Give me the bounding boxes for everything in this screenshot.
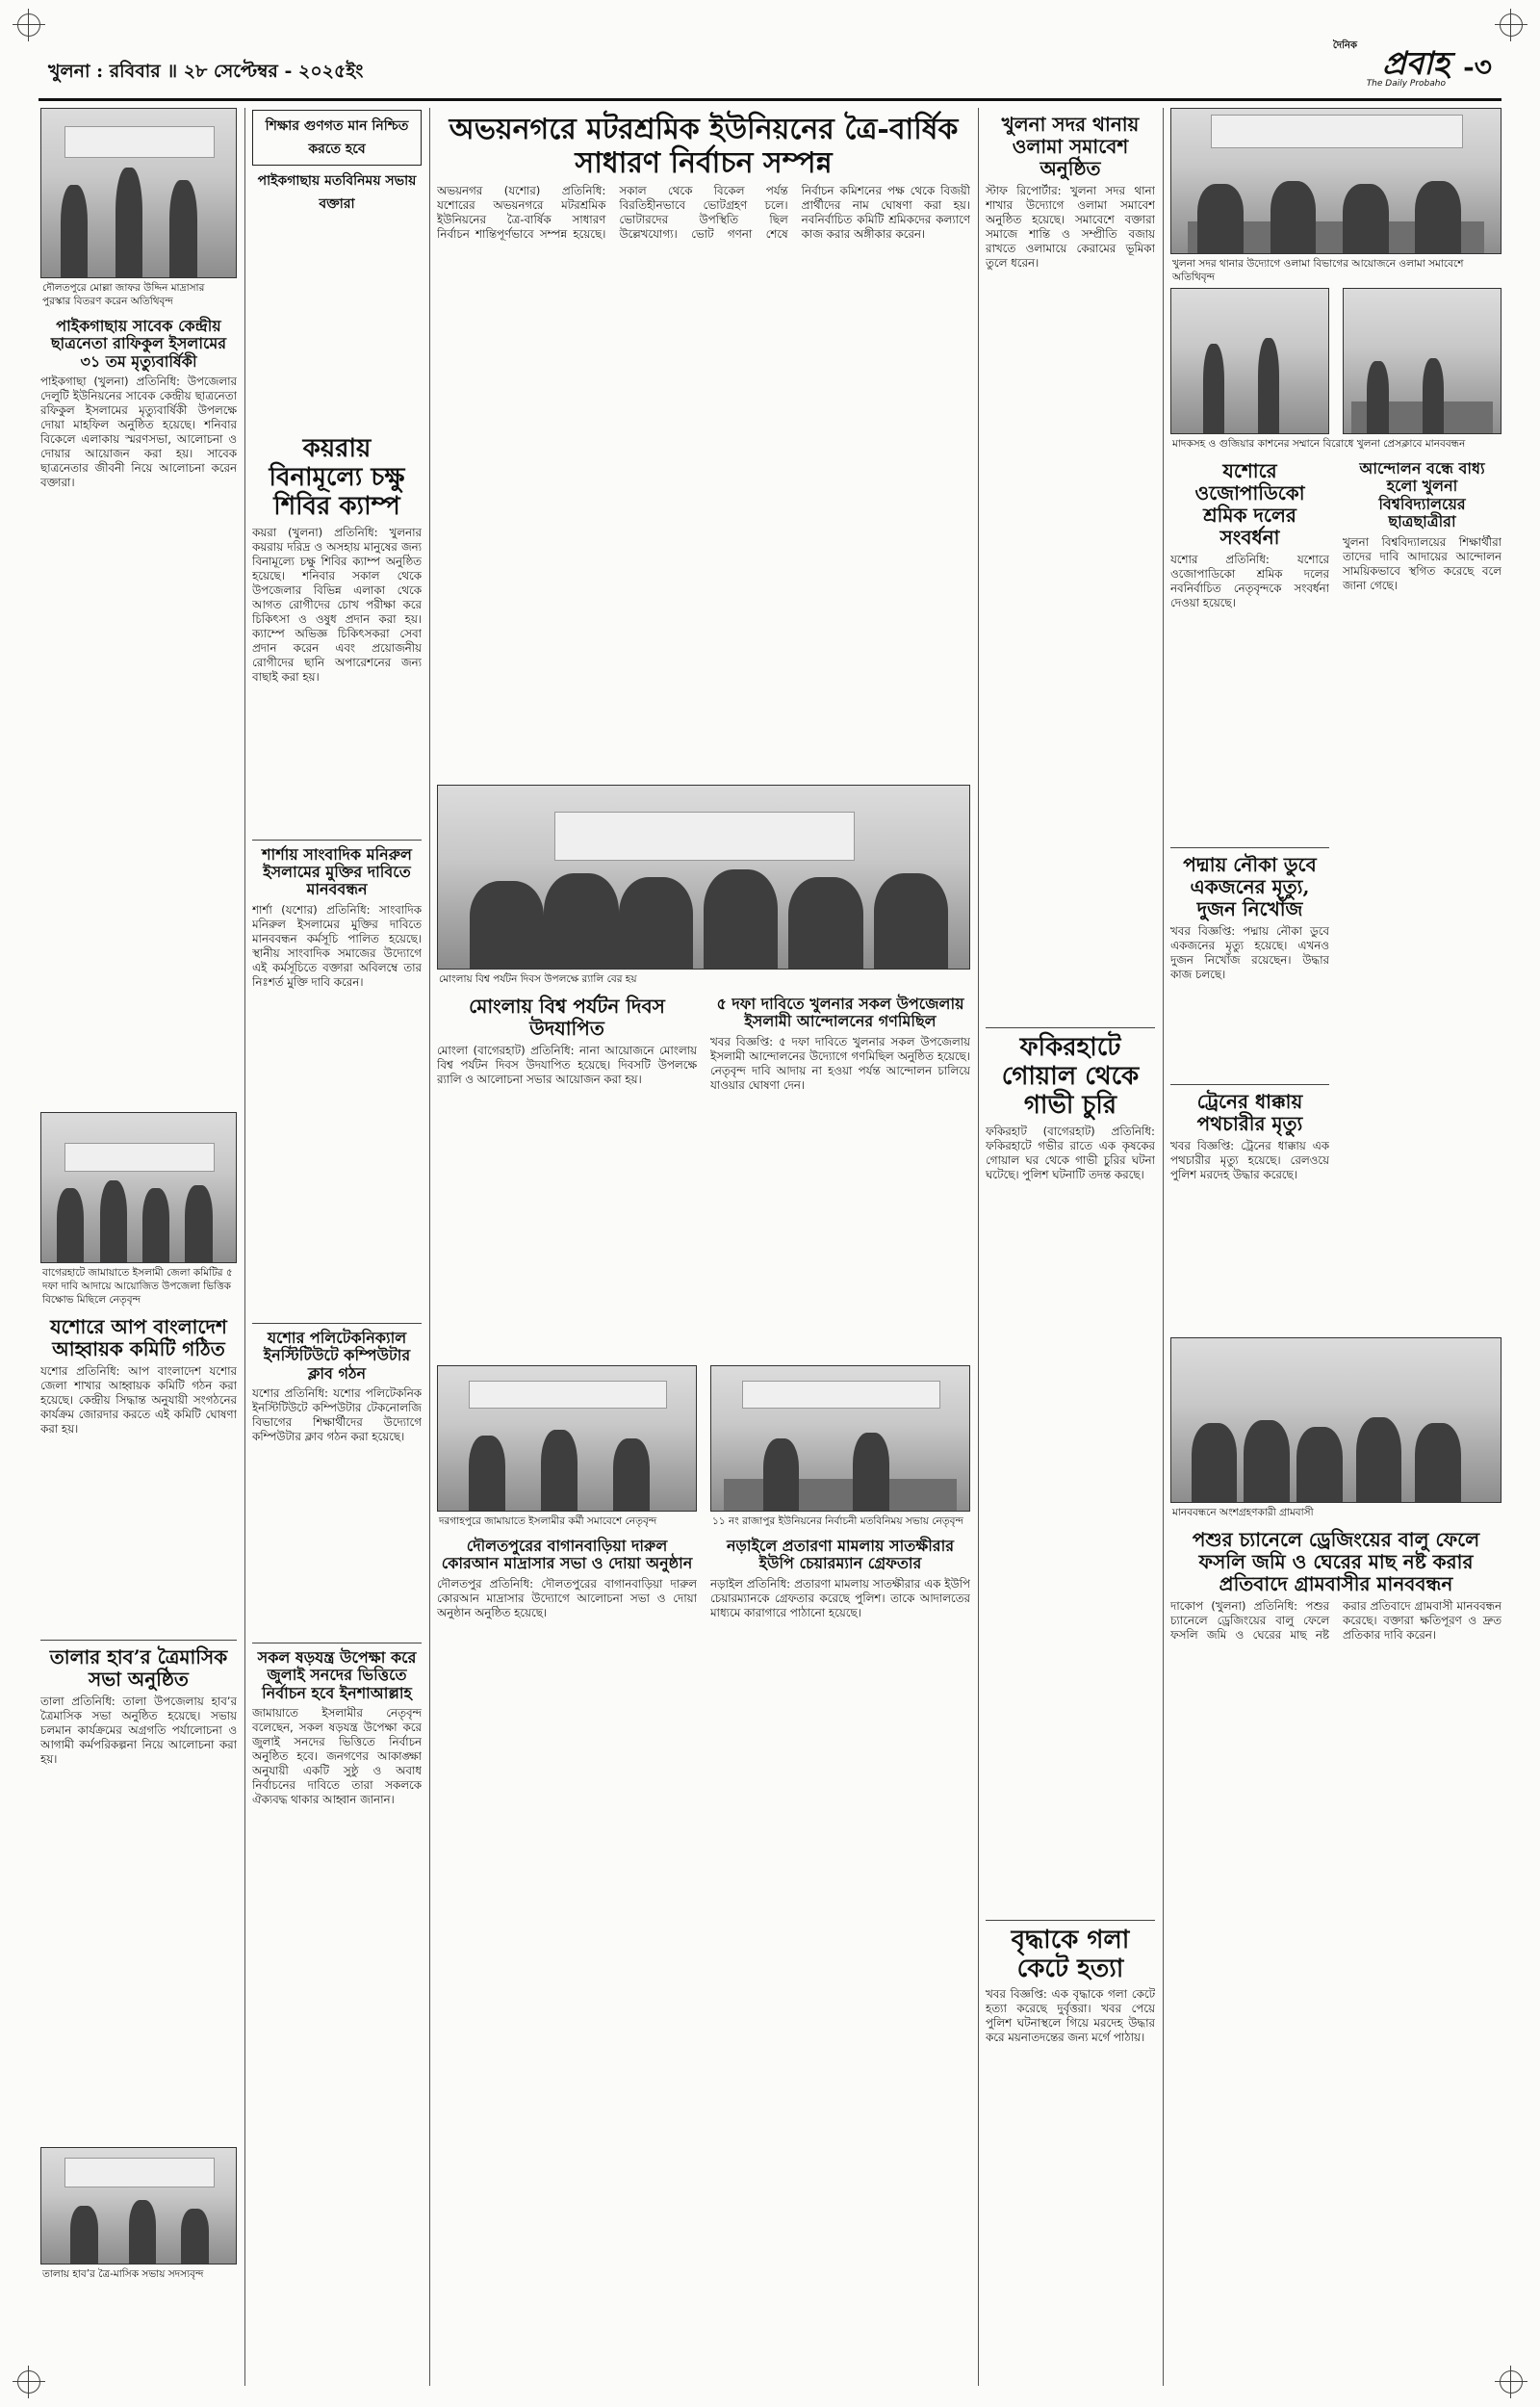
column-2-top <box>252 108 422 426</box>
column-2 <box>252 108 422 2388</box>
sub-headline: পাইকগাছায় মতবিনিময় সভায় বক্তারা <box>257 173 417 212</box>
photo-caption: তালায় হাব’র ত্রৈ-মাসিক সভায় সদস্যবৃন্দ <box>42 2268 204 2281</box>
photo-caption: মোংলায় বিশ্ব পর্যটন দিবস উপলক্ষে র‌্যালি বের হয় <box>439 973 637 985</box>
article-body: খবর বিজ্ঞপ্তি: ৫ দফা দাবিতে খুলনার সকল উপজেলায় ইসলামী আন্দোলনের উদ্যোগে গণমিছিল অনুষ্ঠিত হয়েছে। নেতৃবৃন্দ দাবি আদায় না হওয়া পর্যন্ত আন্দোলন চালিয়ে যাওয়ার ঘোষণা দেন। <box>710 1034 970 1092</box>
article-body: দৌলতপুর প্রতিনিধি: দৌলতপুরের বাগানবাড়িয়া দারুল কোরআন মাদ্রাসার উদ্যোগে আলোচনা সভা ও দোয়া অনুষ্ঠান অনুষ্ঠিত হয়েছে। <box>437 1576 697 1619</box>
article-body: দাকোপ (খুলনা) প্রতিনিধি: পশুর চ্যানেলে ড্রেজিংয়ের বালু ফেলে ফসলি জমি ও ঘেরের মাছ নষ্ট করার প্রতিবাদে গ্রামবাসী মানববন্ধন করেছে। বক্তারা ক্ষতিপূরণ ও দ্রুত প্রতিকার দাবি করেন। <box>1170 1599 1502 1642</box>
headline: যশোরে ওজোপাডিকো শ্রমিক দলের সংবর্ধনা <box>1194 459 1305 549</box>
brand-subtitle: The Daily Probaho <box>1366 79 1446 89</box>
headline: দৌলতপুরের বাগানবাড়িয়া দারুল কোরআন মাদ্রাসার সভা ও দোয়া অনুষ্ঠান <box>441 1537 693 1573</box>
article-body: যশোর প্রতিনিধি: যশোর পলিটেকনিক ইনস্টিটিউটে কম্পিউটার টেকনোলজি বিভাগের শিক্ষার্থীদের উদ্যোগে কম্পিউটার ক্লাব গঠন করা হয়েছে। <box>252 1386 422 1444</box>
brand-prefix: দৈনিক <box>1332 40 1357 51</box>
article-body: নড়াইল প্রতিনিধি: প্রতারণা মামলায় সাতক্ষীরার এক ইউপি চেয়ারম্যানকে গ্রেফতার করেছে পুলিশ। তাকে আদালতের মাধ্যমে কারাগারে পাঠানো হয়েছে। <box>710 1576 970 1619</box>
column-1 <box>40 108 237 2388</box>
article-body: যশোর প্রতিনিধি: আপ বাংলাদেশ যশোর জেলা শাখার আহ্বায়ক কমিটি গঠন করা হয়েছে। কেন্দ্রীয় সিদ্ধান্ত অনুযায়ী সংগঠনের কার্যক্রম জোরদার করতে এই কমিটি ঘোষণা করা হয়। <box>40 1364 237 1436</box>
photo-caption: ১১ নং রাজাপুর ইউনিয়নের নির্বাচনী মতবিনিময় সভায় নেতৃবৃন্দ <box>712 1515 963 1527</box>
headline: মোংলায় বিশ্ব পর্যটন দিবস উদযাপিত <box>469 995 665 1040</box>
column-rule <box>1163 108 1164 2386</box>
headline: পাইকগাছায় সাবেক কেন্দ্রীয় ছাত্রনেতা রাফিকুল ইসলামের ৩১ তম মৃত্যুবার্ষিকী <box>50 317 227 371</box>
registration-mark-top-left <box>17 13 40 37</box>
news-photo <box>1170 1337 1502 1503</box>
news-photo <box>1170 108 1502 254</box>
news-photo <box>40 1112 237 1263</box>
news-photo <box>1343 288 1502 434</box>
news-photo <box>710 1365 970 1512</box>
news-photo <box>437 785 970 970</box>
news-photo <box>40 2147 237 2265</box>
article-body: যশোর প্রতিনিধি: যশোরে ওজোপাডিকো শ্রমিক দলের নবনির্বাচিত নেতৃবৃন্দকে সংবর্ধনা দেওয়া হয়েছে। <box>1170 553 1329 609</box>
headline: পশুর চ্যানেলে ড্রেজিংয়ের বালু ফেলে ফসলি জমি ও ঘেরের মাছ নষ্ট করার প্রতিবাদে গ্রামবাসীর মানববন্ধন <box>1192 1528 1480 1595</box>
page-number: -৩ <box>1463 51 1492 83</box>
header-rule <box>38 98 1502 101</box>
headline: আন্দোলন বন্ধে বাধ্য হলো খুলনা বিশ্ববিদ্যালয়ের ছাত্রছাত্রীরা <box>1359 459 1485 531</box>
headline: ফকিরহাটে গোয়াল থেকে গাভী চুরি <box>1001 1033 1140 1120</box>
photo-caption: খুলনা সদর থানার উদ্যোগে ওলামা বিভাগের আয়োজনে ওলামা সমাবেশে অতিথিবৃন্দ <box>1172 258 1464 283</box>
photo-caption: দৌলতপুরে মোল্লা জাফর উদ্দিন মাদ্রাসার পুরস্কার বিতরণ করেন অতিথিবৃন্দ <box>42 282 205 307</box>
registration-mark-bottom-left <box>17 2370 40 2394</box>
main-article-body: অভয়নগর (যশোর) প্রতিনিধি: যশোরের অভয়নগরে মটরশ্রমিক ইউনিয়নের ত্রৈ-বার্ষিক সাধারণ নির্বাচন শান্তিপূর্ণভাবে সম্পন্ন হয়েছে। সকাল থেকে বিকেল পর্যন্ত বিরতিহীনভাবে ভোটগ্রহণ চলে। ভোটারদের উপস্থিতি ছিল উল্লেখযোগ্য। ভোট গণনা শেষে নির্বাচন কমিশনের পক্ষ থেকে বিজয়ী প্রার্থীদের নাম ঘোষণা করা হয়। নবনির্বাচিত কমিটি শ্রমিকদের কল্যাণে কাজ করার অঙ্গীকার করেন। <box>437 184 970 241</box>
article-body: স্টাফ রিপোর্টার: খুলনা সদর থানা শাখার উদ্যোগে ওলামা সমাবেশ অনুষ্ঠিত হয়েছে। সমাবেশে বক্তারা সমাজে শান্তি ও সম্প্রীতি বজায় রাখতে ওলামায়ে কেরামের ভূমিকা তুলে ধরেন। <box>986 184 1155 270</box>
article-body: খবর বিজ্ঞপ্তি: পদ্মায় নৌকা ডুবে একজনের মৃত্যু হয়েছে। এখনও দুজন নিখোঁজ রয়েছেন। উদ্ধার কাজ চলছে। <box>1170 924 1329 981</box>
article-body: কয়রা (খুলনা) প্রতিনিধি: খুলনার কয়রায় দরিদ্র ও অসহায় মানুষের জন্য বিনামূল্যে চক্ষু শিবির ক্যাম্প অনুষ্ঠিত হয়েছে। শনিবার সকাল থেকে উপজেলার বিভিন্ন এলাকা থেকে আগত রোগীদের চোখ পরীক্ষা করে চিকিৎসা ও ওষুধ প্রদান করা হয়। ক্যাম্পে অভিজ্ঞ চিকিৎসকরা সেবা প্রদান করেন এবং প্রয়োজনীয় রোগীদের ছানি অপারেশনের জন্য বাছাই করা হয়। <box>252 525 422 684</box>
article-body: খবর বিজ্ঞপ্তি: এক বৃদ্ধাকে গলা কেটে হত্যা করেছে দুর্বৃত্তরা। খবর পেয়ে পুলিশ ঘটনাস্থলে গিয়ে মরদেহ উদ্ধার করে ময়নাতদন্তের জন্য মর্গে পাঠায়। <box>986 1987 1155 2045</box>
headline: পদ্মায় নৌকা ডুবে একজনের মৃত্যু, দুজন নিখোঁজ <box>1183 853 1317 920</box>
headline: কয়রায় বিনামূল্যে চক্ষু শিবির ক্যাম্প <box>269 434 405 521</box>
column-6-7 <box>1170 108 1502 2388</box>
headline: যশোর পলিটেকনিক্যাল ইনস্টিটিউটে কম্পিউটার ক্লাব গঠন <box>263 1328 411 1383</box>
headline: তালার হাব’র ত্রৈমাসিক সভা অনুষ্ঠিত <box>49 1645 228 1692</box>
registration-mark-bottom-right <box>1500 2370 1523 2394</box>
brand-logo: প্রবাহ <box>1382 44 1450 82</box>
column-3-4 <box>437 108 970 2388</box>
article-body: খুলনা বিশ্ববিদ্যালয়ের শিক্ষার্থীরা তাদের দাবি আদায়ের আন্দোলন সাময়িকভাবে স্থগিত করেছে বলে জানা গেছে। <box>1343 534 1502 592</box>
article-body: মোংলা (বাগেরহাট) প্রতিনিধি: নানা আয়োজনে মোংলায় বিশ্ব পর্যটন দিবস উদযাপিত হয়েছে। দিবসটি উপলক্ষে র‌্যালি ও আলোচনা সভার আয়োজন করা হয়। <box>437 1044 697 1086</box>
headline: নড়াইলে প্রতারণা মামলায় সাতক্ষীরার ইউপি চেয়ারম্যান গ্রেফতার <box>726 1537 955 1573</box>
headline: যশোরে আপ বাংলাদেশ আহ্বায়ক কমিটি গঠিত <box>50 1315 227 1361</box>
news-photo <box>40 108 237 278</box>
headline: শার্শায় সাংবাদিক মনিরুল ইসলামের মুক্তির দাবিতে মানববন্ধন <box>262 844 412 899</box>
column-rule <box>429 108 430 2386</box>
article-body: তালা প্রতিনিধি: তালা উপজেলায় হাব’র ত্রৈমাসিক সভা অনুষ্ঠিত হয়েছে। সভায় চলমান কার্যক্রমের অগ্রগতি পর্যালোচনা ও আগামী কর্মপরিকল্পনা নিয়ে আলোচনা করা হয়। <box>40 1695 237 1767</box>
dateline: খুলনা : রবিবার ॥ ২৮ সেপ্টেম্বর - ২০২৫ইং <box>48 61 364 82</box>
photo-caption: দরগাহপুরে জামায়াতে ইসলামীর কর্মী সমাবেশে নেতৃবৃন্দ <box>439 1515 657 1527</box>
article-body: ফকিরহাট (বাগেরহাট) প্রতিনিধি: ফকিরহাটে গভীর রাতে এক কৃষকের গোয়াল ঘর থেকে গাভী চুরির ঘটনা ঘটেছে। পুলিশ ঘটনাটি তদন্ত করছে। <box>986 1124 1155 1181</box>
headline: শিক্ষার গুণগত মান নিশ্চিত করতে হবে <box>252 110 422 166</box>
photo-caption: মানববন্ধনে অংশগ্রহণকারী গ্রামবাসী <box>1172 1507 1314 1518</box>
headline: ট্রেনের ধাক্কায় পথচারীর মৃত্যু <box>1196 1090 1303 1135</box>
masthead <box>1323 37 1492 94</box>
article-body: জামায়াতে ইসলামীর নেতৃবৃন্দ বলেছেন, সকল ষড়যন্ত্র উপেক্ষা করে জুলাই সনদের ভিত্তিতে নির্বাচন অনুষ্ঠিত হবে। জনগণের আকাঙ্ক্ষা অনুযায়ী একটি সুষ্ঠু ও অবাধ নির্বাচনের দাবিতে তারা সকলকে ঐক্যবদ্ধ থাকার আহ্বান জানান। <box>252 1706 422 1807</box>
news-photo <box>1170 288 1329 434</box>
column-rule <box>244 108 245 2386</box>
page-header <box>48 37 1492 94</box>
headline: খুলনা সদর থানায় ওলামা সমাবেশ অনুষ্ঠিত <box>1001 113 1140 180</box>
headline: বৃদ্ধাকে গলা কেটে হত্যা <box>1011 1925 1130 1983</box>
headline: সকল ষড়যন্ত্র উপেক্ষা করে জুলাই সনদের ভিত্তিতে নির্বাচন হবে ইনশাআল্লাহ <box>257 1648 417 1702</box>
main-headline: অভয়নগরে মটরশ্রমিক ইউনিয়নের ত্রৈ-বার্ষিক সাধারণ নির্বাচন সম্পন্ন <box>449 113 959 180</box>
column-rule <box>978 108 979 2386</box>
photo-caption: মাদকসহ ও গুজিয়ার কাশনের সম্মানে বিরোধে খুলনা প্রেসক্লাবে মানববন্ধন <box>1172 438 1466 450</box>
headline: ৫ দফা দাবিতে খুলনার সকল উপজেলায় ইসলামী আন্দোলনের গণমিছিল <box>716 995 964 1031</box>
news-photo <box>437 1365 697 1512</box>
article-body: পাইকগাছা (খুলনা) প্রতিনিধি: উপজেলার দেলুটি ইউনিয়নের সাবেক কেন্দ্রীয় ছাত্রনেতা রফিকুল ইসলামের মৃত্যুবার্ষিকী উপলক্ষে দোয়া মাহফিল অনুষ্ঠিত হয়েছে। শনিবার বিকেলে এলাকায় স্মরণসভা, আলোচনা ও দোয়ার আয়োজন করা হয়। সাবেক ছাত্রনেতার জীবনী নিয়ে আলোচনা করেন বক্তারা। <box>40 375 237 490</box>
article-body: খবর বিজ্ঞপ্তি: ট্রেনের ধাক্কায় এক পথচারীর মৃত্যু হয়েছে। রেলওয়ে পুলিশ মরদেহ উদ্ধার করেছে। <box>1170 1139 1329 1181</box>
registration-mark-top-right <box>1500 13 1523 37</box>
article-body: শার্শা (যশোর) প্রতিনিধি: সাংবাদিক মনিরুল ইসলামের মুক্তির দাবিতে মানববন্ধন কর্মসূচি পালিত হয়েছে। স্থানীয় সাংবাদিক সমাজের উদ্যোগে এই কর্মসূচিতে বক্তারা অবিলম্বে তার নিঃশর্ত মুক্তি দাবি করেন। <box>252 902 422 989</box>
photo-caption: বাগেরহাটে জামায়াতে ইসলামী জেলা কমিটির ৫ দফা দাবি আদায়ে আয়োজিত উপজেলা ভিত্তিক বিক্ষোভ মিছিলে নেতৃবৃন্দ <box>42 1267 233 1307</box>
column-5 <box>986 108 1155 2388</box>
